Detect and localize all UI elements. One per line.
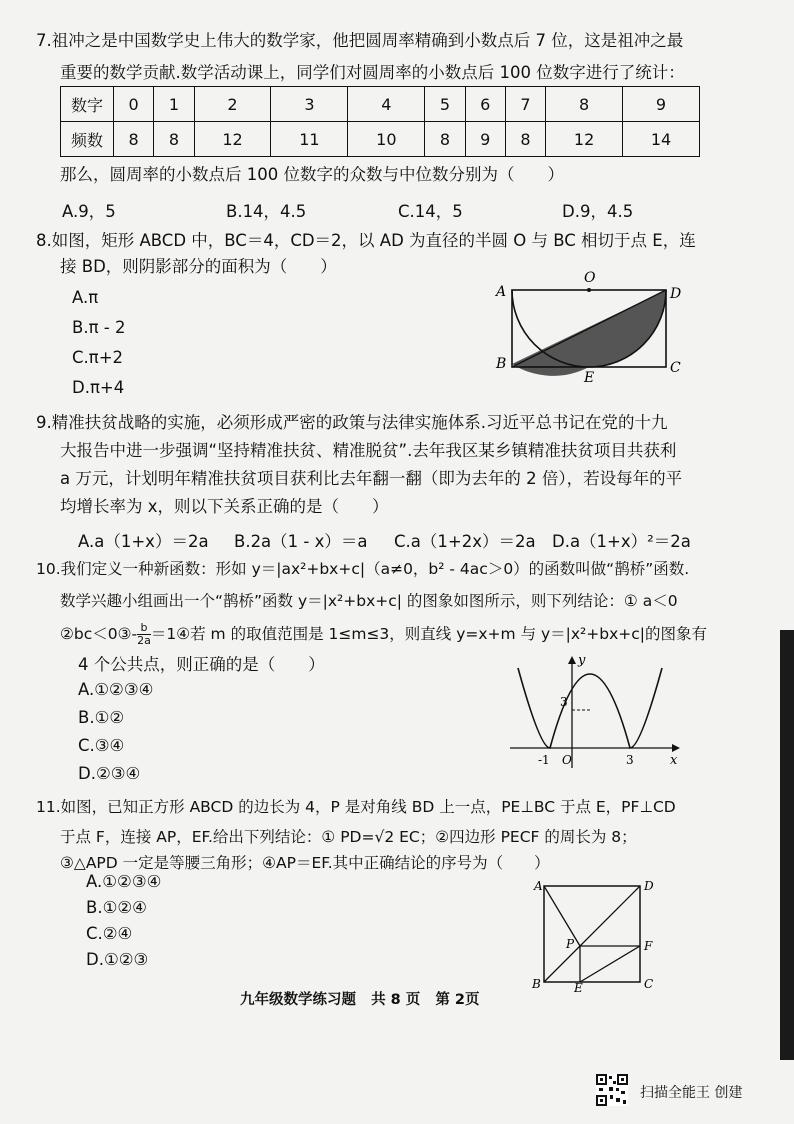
q11-line2: 于点 F，连接 AP，EF.给出下列结论：① PD=√2 EC；②四边形 PECF 的周长为 8； (60, 828, 637, 846)
q8-shaded-region (512, 290, 666, 376)
q11-label-e: E (574, 981, 583, 995)
q11-label-b: B (532, 977, 541, 991)
q11-line1: 11.如图，已知正方形 ABCD 的边长为 4，P 是对角线 BD 上一点，PE⊥BC 于点 E，PF⊥CD (36, 798, 676, 816)
q10-label-minus-one: -1 (538, 753, 550, 767)
q8-center-point (587, 288, 591, 292)
table-cell: 10 (348, 122, 425, 157)
q10-x-axis-arrow (672, 744, 680, 752)
table-cell: 12 (194, 122, 271, 157)
q7-line2: 重要的数学贡献.数学活动课上，同学们对圆周率的小数点后 100 位数字进行了统计： (60, 63, 685, 82)
q8-option-b: B.π - 2 (72, 318, 126, 337)
q11-label-p: P (566, 937, 575, 951)
q10-option-b: B.①② (78, 708, 125, 727)
q10-line4: 4 个公共点，则正确的是（ ） (78, 655, 325, 674)
q8-option-a: A.π (72, 288, 99, 307)
table-cell: 7 (505, 87, 545, 122)
table-cell: 4 (348, 87, 425, 122)
q9-line3: a 万元，计划明年精准扶贫项目获利比去年翻一翻（即为去年的 2 倍），若设每年的平 (60, 469, 683, 488)
q10-function-graph (510, 650, 680, 770)
q9-line4: 均增长率为 x，则以下关系正确的是（ ） (60, 497, 389, 516)
footer-page-number: 第 2页 (435, 992, 480, 1008)
table-cell: 11 (271, 122, 348, 157)
q7-question: 那么，圆周率的小数点后 100 位数字的众数与中位数分别为（ ） (60, 165, 564, 184)
q8-option-c: C.π+2 (72, 348, 124, 367)
q8-label-c: C (670, 360, 681, 376)
q10-label-three-top: 3 (560, 695, 568, 709)
q11-label-d: D (644, 879, 654, 893)
q11-segment-ap (544, 886, 580, 946)
q10-line3 (60, 622, 707, 647)
q8-rectangle-figure (490, 268, 690, 388)
q8-label-b: B (496, 356, 507, 372)
q7-option-b: B.14，4.5 (226, 202, 307, 221)
table-cell: 8 (154, 122, 194, 157)
q10-option-a: A.①②③④ (78, 680, 154, 699)
q10-curve (518, 668, 662, 748)
q11-label-a: A (534, 879, 543, 893)
q10-fraction-numerator: b (137, 622, 151, 635)
q7-option-d: D.9，4.5 (562, 202, 634, 221)
table-cell: 5 (425, 87, 465, 122)
q11-option-d: D.①②③ (86, 950, 149, 969)
q8-label-a: A (496, 284, 507, 300)
q10-option-d: D.②③④ (78, 764, 141, 783)
q11-segment-ef (580, 946, 640, 982)
table-cell: 9 (465, 122, 505, 157)
table-cell: 2 (194, 87, 271, 122)
q11-label-c: C (644, 977, 654, 991)
q11-label-f: F (644, 939, 653, 953)
q9-option-a: A.a（1+x）＝2a (78, 532, 209, 551)
table-cell: 0 (114, 87, 154, 122)
q9-line1: 9.精准扶贫战略的实施，必须形成严密的政策与法律实施体系.习近平总书记在党的十九 (36, 413, 668, 432)
q10-y-axis-arrow (568, 656, 576, 664)
table-cell: 14 (623, 122, 700, 157)
scanner-watermark: 扫描全能王 创建 (640, 1085, 743, 1101)
q8-line2: 接 BD，则阴影部分的面积为（ ） (60, 257, 337, 276)
q7-option-a: A.9，5 (62, 202, 116, 221)
q9-line2: 大报告中进一步强调“坚持精准扶贫、精准脱贫”.去年我区某乡镇精准扶贫项目共获利 (60, 441, 677, 460)
q10-line1: 10.我们定义一种新函数：形如 y＝|ax²+bx+c|（a≠0，b² - 4ac＞0）的函数叫做“鹊桥”函数. (36, 560, 690, 578)
footer-title: 九年级数学练习题 (240, 992, 356, 1008)
table-header-frequency: 频数 (61, 122, 114, 157)
q10-label-y: y (578, 653, 586, 668)
q10-option-c: C.③④ (78, 736, 125, 755)
page-footer (240, 988, 489, 1009)
q8-line1: 8.如图，矩形 ABCD 中，BC＝4，CD＝2，以 AD 为直径的半圆 O 与 BC 相切于点 E，连 (36, 231, 696, 250)
table-cell: 8 (425, 122, 465, 157)
table-cell: 9 (623, 87, 700, 122)
q8-option-d: D.π+4 (72, 378, 125, 397)
table-header-digit: 数字 (61, 87, 114, 122)
table-cell: 8 (546, 87, 623, 122)
footer-total-pages: 共 8 页 (371, 992, 421, 1008)
q9-option-b: B.2a（1 - x）＝a (234, 532, 368, 551)
q10-label-origin: O (562, 753, 572, 767)
q7-option-c: C.14，5 (398, 202, 463, 221)
q10-line3-end: ＝1④若 m 的取值范围是 1≤m≤3，则直线 y=x+m 与 y＝|x²+bx+c|的图象有 (150, 625, 708, 643)
q10-label-three-right: 3 (626, 753, 634, 767)
q7-frequency-table (60, 86, 700, 157)
table-cell: 8 (114, 122, 154, 157)
q8-label-e: E (584, 370, 595, 386)
q9-option-c: C.a（1+2x）＝2a (394, 532, 536, 551)
q8-label-o: O (584, 270, 596, 286)
table-cell: 3 (271, 87, 348, 122)
q10-fraction (137, 622, 151, 647)
table-cell: 8 (505, 122, 545, 157)
q10-line3-start: ②bc＜0③- (60, 625, 138, 643)
q8-label-d: D (670, 286, 682, 302)
q11-diagonal-bd (544, 886, 640, 982)
q11-option-c: C.②④ (86, 924, 133, 943)
table-cell: 6 (465, 87, 505, 122)
q10-line2: 数学兴趣小组画出一个“鹊桥”函数 y＝|x²+bx+c| 的图象如图所示，则下列结论：① a＜0 (60, 592, 678, 610)
q11-option-b: B.①②④ (86, 898, 147, 917)
q9-option-d: D.a（1+x）²＝2a (552, 532, 691, 551)
table-cell: 12 (546, 122, 623, 157)
table-row-digits (61, 87, 700, 122)
qr-code-icon (596, 1074, 628, 1106)
q10-fraction-denominator: 2a (137, 634, 151, 647)
table-row-frequencies (61, 122, 700, 157)
q10-label-x: x (670, 753, 678, 768)
table-cell: 1 (154, 87, 194, 122)
q11-option-a: A.①②③④ (86, 872, 162, 891)
scan-edge-shadow (780, 630, 794, 1060)
q11-square-figure (530, 876, 670, 995)
q11-line3: ③△APD 一定是等腰三角形；④AP＝EF.其中正确结论的序号为（ ） (60, 854, 550, 872)
q7-line1: 7.祖冲之是中国数学史上伟大的数学家，他把圆周率精确到小数点后 7 位，这是祖冲之最 (36, 31, 684, 50)
